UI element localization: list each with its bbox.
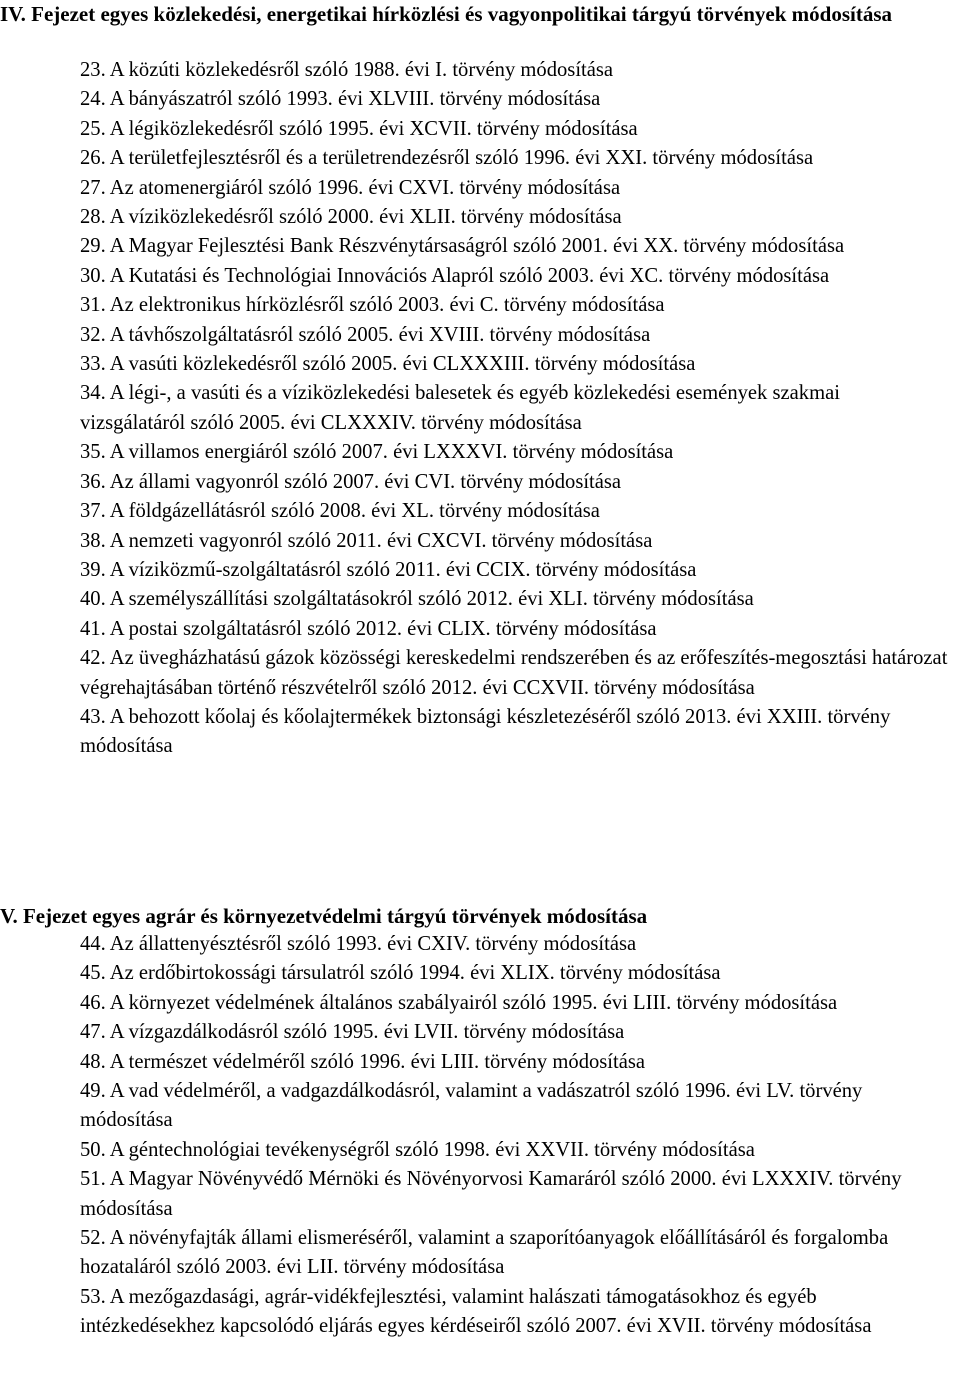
list-item: 25. A légiközlekedésről szóló 1995. évi XCVII. törvény módosítása: [80, 117, 638, 140]
list-item: 35. A villamos energiáról szóló 2007. évi LXXXVI. törvény módosítása: [80, 441, 674, 464]
chapter-v-list: [80, 930, 948, 1342]
list-item: 27. Az atomenergiáról szóló 1996. évi CXVI. törvény módosítása: [80, 176, 621, 199]
list-item: 37. A földgázellátásról szóló 2008. évi XL. törvény módosítása: [80, 500, 600, 523]
list-item: 45. Az erdőbirtokossági társulatról szóló 1994. évi XLIX. törvény módosítása: [80, 962, 721, 985]
list-item: 34. A légi-, a vasúti és a víziközlekedési balesetek és egyéb közlekedési események szakmai vizsgálatáról szóló 2005. évi CLXXXIV. törvény módosítása: [80, 382, 840, 434]
chapter-v-heading: V. Fejezet egyes agrár és környezetvédelmi tárgyú törvények módosítása: [0, 904, 648, 928]
list-item: 39. A víziközmű-szolgáltatásról szóló 2011. évi CCIX. törvény módosítása: [80, 558, 697, 581]
list-item: 50. A géntechnológiai tevékenységről szóló 1998. évi XXVII. törvény módosítása: [80, 1138, 755, 1161]
list-item: 23. A közúti közlekedésről szóló 1988. évi I. törvény módosítása: [80, 59, 614, 81]
list-item: 46. A környezet védelmének általános szabályairól szóló 1995. évi LIII. törvény módosítása: [80, 991, 838, 1014]
chapter-iv-heading: IV. Fejezet egyes közlekedési, energetikai hírközlési és vagyonpolitikai tárgyú törvények módosítása: [0, 2, 893, 26]
list-item: 31. Az elektronikus hírközlésről szóló 2003. évi C. törvény módosítása: [80, 294, 665, 317]
list-item: 38. A nemzeti vagyonról szóló 2011. évi CXCVI. törvény módosítása: [80, 529, 653, 552]
chapter-iv-list: [80, 56, 948, 762]
list-item: 40. A személyszállítási szolgáltatásokról szóló 2012. évi XLI. törvény módosítása: [80, 588, 754, 611]
list-item: 49. A vad védelméről, a vadgazdálkodásról, valamint a vadászatról szóló 1996. évi LV. törvény módosítása: [80, 1080, 863, 1132]
list-item: 30. A Kutatási és Technológiai Innovációs Alapról szóló 2003. évi XC. törvény módosítása: [80, 264, 830, 287]
list-item: 41. A postai szolgáltatásról szóló 2012. évi CLIX. törvény módosítása: [80, 617, 657, 640]
list-item: 36. Az állami vagyonról szóló 2007. évi CVI. törvény módosítása: [80, 470, 622, 493]
list-item: 33. A vasúti közlekedésről szóló 2005. évi CLXXXIII. törvény módosítása: [80, 353, 696, 376]
list-item: 52. A növényfajták állami elismeréséről, valamint a szaporítóanyagok előállításáról és forgalomba hozataláról szóló 2003. évi LII. törvény módosítása: [80, 1227, 889, 1279]
list-item: 47. A vízgazdálkodásról szóló 1995. évi LVII. törvény módosítása: [80, 1021, 625, 1044]
list-item: 51. A Magyar Növényvédő Mérnöki és Növényorvosi Kamaráról szóló 2000. évi LXXXIV. törvény módosítása: [80, 1168, 902, 1220]
list-item: 29. A Magyar Fejlesztési Bank Részvénytársaságról szóló 2001. évi XX. törvény módosítása: [80, 235, 845, 258]
list-item: 44. Az állattenyésztésről szóló 1993. évi CXIV. törvény módosítása: [80, 933, 637, 955]
list-item: 43. A behozott kőolaj és kőolajtermékek biztonsági készletezéséről szóló 2013. évi XXIII. törvény módosítása: [80, 705, 891, 758]
list-item: 26. A területfejlesztésről és a területrendezésről szóló 1996. évi XXI. törvény módosítása: [80, 147, 814, 170]
list-item: 28. A víziközlekedésről szóló 2000. évi XLII. törvény módosítása: [80, 206, 622, 229]
list-item: 32. A távhőszolgáltatásról szóló 2005. évi XVIII. törvény módosítása: [80, 323, 651, 346]
list-item: 42. Az üvegházhatású gázok közösségi kereskedelmi rendszerében és az erőfeszítés-megosztási határozat végrehajtásában történő részvételről szóló 2012. évi CCXVII. törvény módosítása: [80, 647, 948, 699]
list-item: 48. A természet védelméről szóló 1996. évi LIII. törvény módosítása: [80, 1050, 646, 1073]
list-item: 24. A bányászatról szóló 1993. évi XLVIII. törvény módosítása: [80, 88, 601, 111]
list-item: 53. A mezőgazdasági, agrár-vidékfejlesztési, valamint halászati támogatásokhoz és egyéb intézkedésekhez kapcsolódó eljárás egyes kérdéseiről szóló 2007. évi XVII. törvény módosítása: [80, 1285, 872, 1338]
